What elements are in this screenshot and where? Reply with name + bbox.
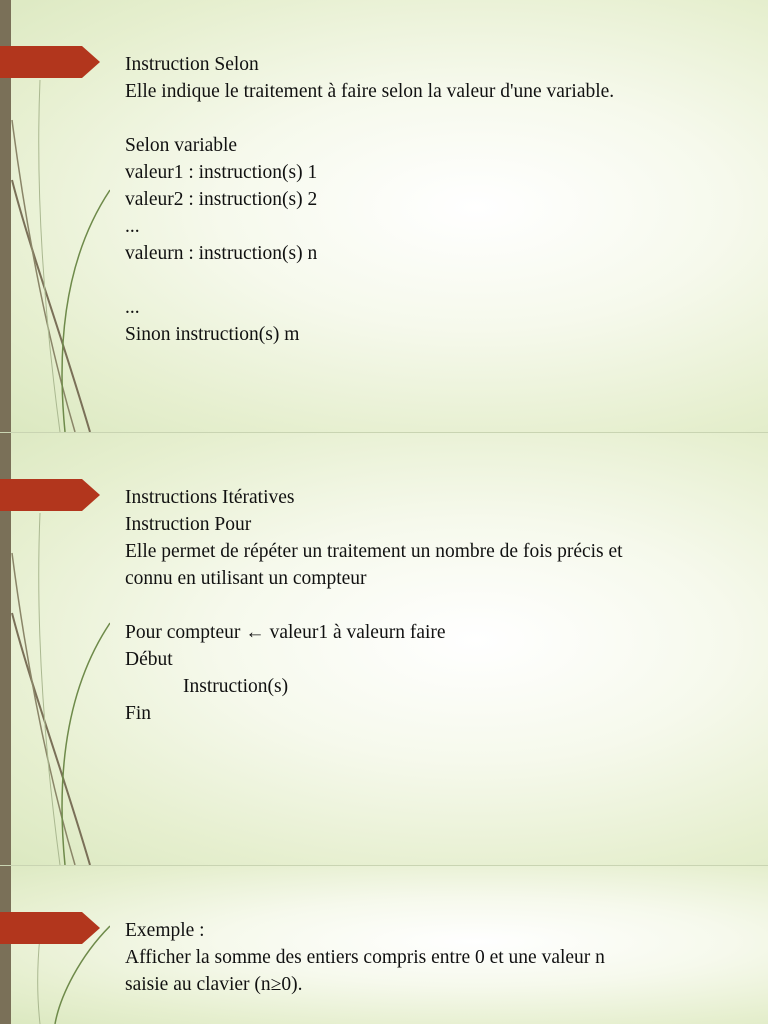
accent-arrow <box>0 46 100 78</box>
text-line: Pour compteur ← valeur1 à valeurn faire <box>125 622 446 643</box>
text-line: Début <box>125 649 173 670</box>
text-line: Instruction Pour <box>125 514 252 535</box>
slide-1 <box>0 0 768 432</box>
slide-title: Instructions Itératives <box>125 487 295 508</box>
text-line: Elle permet de répéter un traitement un nombre de fois précis et <box>125 541 623 562</box>
slide-text <box>125 917 745 998</box>
text-line: saisie au clavier (n≥0). <box>125 974 303 995</box>
text-line <box>125 105 745 132</box>
text-line: valeurn : instruction(s) n <box>125 243 318 264</box>
slide-2 <box>0 433 768 865</box>
slide-3 <box>0 866 768 1024</box>
text-line: Instruction(s) <box>183 676 289 697</box>
text-line: connu en utilisant un compteur <box>125 568 367 589</box>
text-line: Afficher la somme des entiers compris entre 0 et une valeur n <box>125 947 605 968</box>
text-line: Selon variable <box>125 135 238 156</box>
slide-title: Instruction Selon <box>125 54 259 75</box>
text-line <box>125 267 745 294</box>
accent-arrow <box>0 912 100 944</box>
text-line: Sinon instruction(s) m <box>125 324 300 345</box>
text-line: Fin <box>125 703 152 724</box>
slide-text <box>125 484 745 727</box>
text-line: valeur1 : instruction(s) 1 <box>125 162 318 183</box>
text-line <box>125 592 745 619</box>
text-line: valeur2 : instruction(s) 2 <box>125 189 318 210</box>
accent-arrow <box>0 479 100 511</box>
text-line: ... <box>125 297 140 318</box>
decorative-swirl <box>0 866 110 1024</box>
slide-text <box>125 51 745 348</box>
text-line: ... <box>125 216 140 237</box>
text-line: Elle indique le traitement à faire selon la valeur d'une variable. <box>125 81 615 102</box>
slide-title: Exemple : <box>125 920 205 941</box>
